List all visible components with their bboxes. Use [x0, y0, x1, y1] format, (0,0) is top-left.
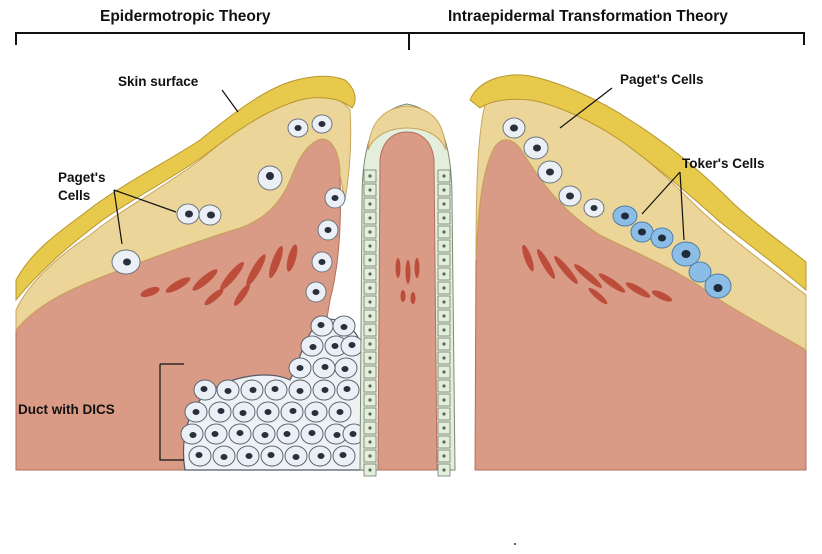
duct-lining-nucleus: [368, 342, 371, 345]
duct-lining-nucleus: [442, 216, 445, 219]
duct-lining-nucleus: [442, 188, 445, 191]
duct-lining-nucleus: [442, 440, 445, 443]
dcis-cell-nucleus: [218, 408, 225, 414]
duct-lining-nucleus: [442, 454, 445, 457]
duct-lining-nucleus: [368, 370, 371, 373]
duct-lining-nucleus: [368, 216, 371, 219]
dcis-cell-nucleus: [332, 343, 339, 349]
tokers-cell-nucleus: [682, 250, 691, 258]
duct-lining-nucleus: [442, 398, 445, 401]
pagets-cell-nucleus: [566, 193, 574, 200]
duct-lining-nucleus: [442, 328, 445, 331]
duct-lining-nucleus: [368, 244, 371, 247]
dcis-cell-nucleus: [340, 452, 347, 458]
duct-lining-nucleus: [368, 454, 371, 457]
dcis-cell-nucleus: [201, 386, 208, 392]
duct-lining-nucleus: [368, 468, 371, 471]
pagets-cell-nucleus: [533, 145, 541, 152]
dcis-cell-nucleus: [268, 452, 275, 458]
capillary: [411, 292, 416, 304]
pagets-cell-nucleus: [123, 259, 131, 266]
capillary: [401, 290, 406, 302]
dcis-cell-nucleus: [246, 453, 253, 459]
pagets-cell-nucleus: [313, 289, 320, 295]
tokers-cell-nucleus: [658, 235, 666, 242]
dcis-cell-nucleus: [349, 342, 356, 348]
pagets-cell-nucleus: [546, 169, 554, 176]
duct-lining-nucleus: [368, 174, 371, 177]
duct-lining-nucleus: [442, 356, 445, 359]
duct-lining-nucleus: [442, 468, 445, 471]
dcis-cell-nucleus: [265, 409, 272, 415]
header-intraepidermal-transformation-theory: Intraepidermal Transformation Theory: [448, 8, 728, 25]
pagets-cell-nucleus: [295, 125, 302, 131]
capillary: [415, 258, 420, 278]
dcis-cell-nucleus: [344, 386, 351, 392]
dcis-cell-nucleus: [297, 365, 304, 371]
duct-lining-nucleus: [442, 244, 445, 247]
dcis-cell-nucleus: [250, 387, 257, 393]
pagets-cell-nucleus: [319, 121, 326, 127]
duct-lining-nucleus: [442, 314, 445, 317]
pagets-cell-nucleus: [266, 172, 274, 180]
duct-lining-nucleus: [368, 230, 371, 233]
tokers-cell-nucleus: [714, 284, 723, 292]
pagets-cell-nucleus: [332, 195, 339, 201]
label-skin-surface: Skin surface: [118, 74, 199, 89]
dcis-cell-nucleus: [322, 364, 329, 370]
dcis-cell-nucleus: [190, 432, 197, 438]
dcis-cell-nucleus: [221, 454, 228, 460]
dcis-cell-nucleus: [225, 388, 232, 394]
dcis-cell-nucleus: [318, 322, 325, 328]
duct-lining-nucleus: [368, 328, 371, 331]
duct-lining-nucleus: [442, 286, 445, 289]
dcis-cell-nucleus: [297, 388, 304, 394]
dcis-cell-nucleus: [337, 409, 344, 415]
duct-lining-nucleus: [442, 230, 445, 233]
duct-lining-nucleus: [368, 272, 371, 275]
duct-lining-nucleus: [368, 314, 371, 317]
duct-lining-nucleus: [442, 300, 445, 303]
label-pagets-cells-left-line1: Paget's: [58, 170, 106, 185]
label-pagets-cells-left-line2: Cells: [58, 188, 91, 203]
duct-lining-nucleus: [368, 384, 371, 387]
dcis-cell-nucleus: [334, 432, 341, 438]
dcis-cell-nucleus: [212, 431, 219, 437]
dcis-cell-nucleus: [293, 454, 300, 460]
tokers-cell-nucleus: [621, 213, 629, 220]
duct-lining-nucleus: [368, 202, 371, 205]
header-epidermotropic-theory: Epidermotropic Theory: [100, 8, 271, 25]
duct-lining-nucleus: [442, 272, 445, 275]
duct-lining-nucleus: [368, 426, 371, 429]
label-tokers-cells: Toker's Cells: [682, 156, 765, 171]
right-panel: [470, 75, 806, 470]
dcis-cell-nucleus: [318, 453, 325, 459]
duct-lining-nucleus: [442, 202, 445, 205]
dcis-cell-nucleus: [290, 408, 297, 414]
capillary: [396, 258, 401, 278]
dcis-cell-nucleus: [312, 410, 319, 416]
duct-lining-nucleus: [368, 398, 371, 401]
dcis-cell-nucleus: [240, 410, 247, 416]
duct-lining-nucleus: [442, 384, 445, 387]
stray-mark: [514, 543, 516, 545]
duct-lining-nucleus: [368, 356, 371, 359]
duct-lining-nucleus: [442, 174, 445, 177]
dcis-cell-nucleus: [310, 344, 317, 350]
pagets-cell-nucleus: [325, 227, 332, 233]
pagets-cell-nucleus: [591, 205, 598, 211]
dcis-cell-nucleus: [272, 386, 279, 392]
duct-lining-nucleus: [368, 258, 371, 261]
skin-surface-leader: [222, 90, 238, 112]
duct-lining-nucleus: [442, 412, 445, 415]
dcis-cell-nucleus: [237, 430, 244, 436]
dcis-cell-nucleus: [193, 409, 200, 415]
dcis-cell-nucleus: [341, 324, 348, 330]
pagets-cell-nucleus: [510, 125, 518, 132]
pagets-cell-nucleus: [319, 259, 326, 265]
duct-lining-nucleus: [368, 412, 371, 415]
duct-lining-nucleus: [442, 370, 445, 373]
header-bracket: [16, 33, 804, 50]
dcis-cell-nucleus: [350, 431, 357, 437]
duct-lining-nucleus: [368, 440, 371, 443]
dcis-cell-nucleus: [342, 366, 349, 372]
dcis-cell-nucleus: [309, 430, 316, 436]
pagets-cell-nucleus: [185, 211, 193, 218]
capillary: [406, 260, 411, 284]
duct-lining-nucleus: [368, 286, 371, 289]
center-duct-dermis: [378, 132, 437, 470]
label-pagets-cells-right: Paget's Cells: [620, 72, 704, 87]
duct-lining-nucleus: [442, 342, 445, 345]
dcis-cell-nucleus: [284, 431, 291, 437]
duct-lining-nucleus: [368, 300, 371, 303]
dcis-cell-nucleus: [322, 387, 329, 393]
dcis-cell-nucleus: [196, 452, 203, 458]
dcis-cell-nucleus: [262, 432, 269, 438]
duct-lining-nucleus: [442, 258, 445, 261]
pagets-cell-nucleus: [207, 212, 215, 219]
label-duct-with-dics: Duct with DICS: [18, 402, 115, 417]
center-duct: [360, 104, 455, 476]
duct-lining-nucleus: [442, 426, 445, 429]
duct-lining-nucleus: [368, 188, 371, 191]
tokers-cell-nucleus: [638, 229, 646, 236]
